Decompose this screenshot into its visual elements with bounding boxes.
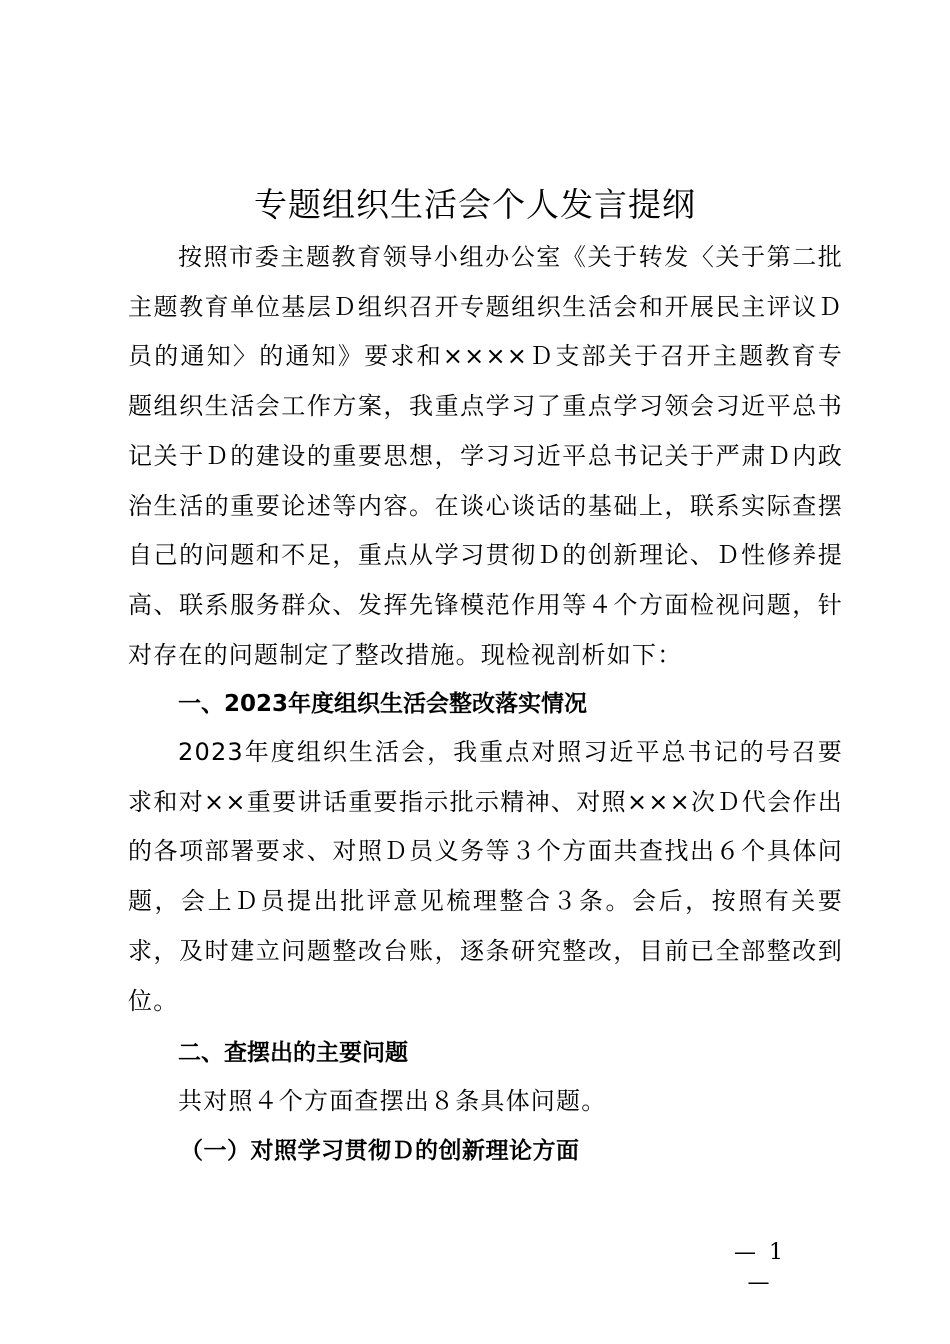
document-title: 专题组织生活会个人发言提纲 bbox=[254, 185, 696, 224]
section2-heading: 二、查摆出的主要问题 bbox=[178, 1040, 408, 1066]
page-number: — 1 — bbox=[734, 1240, 786, 1295]
section1-paragraph: 2023年度组织生活会，我重点对照习近平总书记的号召要求和对××重要讲话重要指示批示精神、对照×××次Ｄ代会作出的各项部署要求、对照Ｄ员义务等３个方面共查找出６个具体问题，会上Ｄ员提出批评意见梳理整合３条。会后，按照有关要求，及时建立问题整改台账，逐条研究整改，目前已全部整改到位。 bbox=[128, 738, 843, 1015]
section1-heading: 一、2023年度组织生活会整改落实情况 bbox=[178, 691, 588, 717]
section2-paragraph: 共对照４个方面查摆出８条具体问题。 bbox=[178, 1087, 607, 1115]
subsection1-heading: （一）对照学习贯彻Ｄ的创新理论方面 bbox=[180, 1138, 580, 1164]
intro-paragraph: 按照市委主题教育领导小组办公室《关于转发〈关于第二批主题教育单位基层Ｄ组织召开专题组织生活会和开展民主评议Ｄ员的通知〉的通知》要求和××××Ｄ支部关于召开主题教育专题组织生活会工作方案，我重点学习了重点学习领会习近平总书记关于Ｄ的建设的重要思想，学习习近平总书记关于严肃Ｄ内政治生活的重要论述等内容。在谈心谈话的基础上，联系实际查摆自己的问题和不足，重点从学习贯彻Ｄ的创新理论、Ｄ性修养提高、联系服务群众、发挥先锋模范作用等４个方面检视问题，针对存在的问题制定了整改措施。现检视剖析如下： bbox=[128, 243, 843, 669]
